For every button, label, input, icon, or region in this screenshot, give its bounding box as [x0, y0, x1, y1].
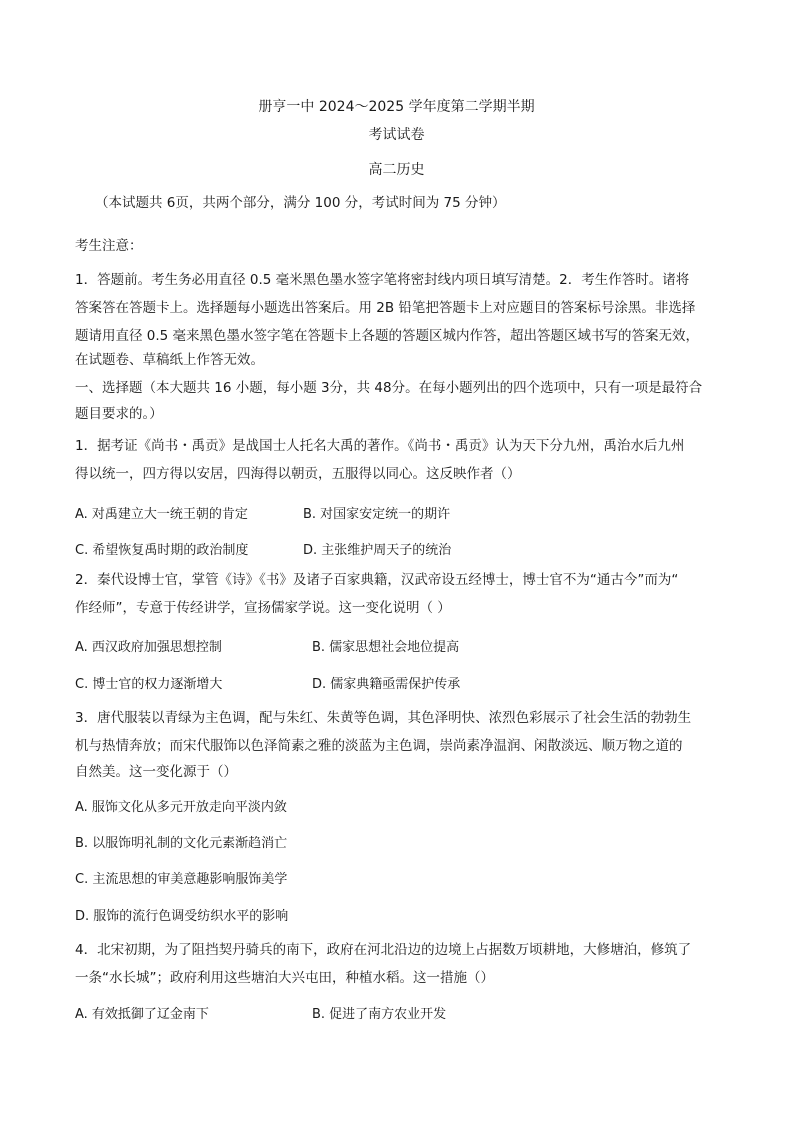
question-4-option-b: B. 促进了南方农业开发 [312, 1007, 447, 1022]
question-3-stem: 机与热情奔放；而宋代服饰以色泽简素之雅的淡蓝为主色调，崇尚素净温润、闲散淡远、顺万物之道的 [75, 738, 683, 754]
notice-line: 在试题卷、草稿纸上作答无效。 [75, 352, 264, 368]
question-2-option-a: A. 西汉政府加强思想控制 [75, 640, 222, 655]
question-3-option-b: B. 以服饰明礼制的文化元素渐趋消亡 [75, 836, 288, 851]
question-1-option-c: C. 希望恢复禹时期的政治制度 [75, 543, 249, 558]
question-2-option-d: D. 儒家典籍亟需保护传承 [312, 677, 461, 692]
question-3-option-a: A. 服饰文化从多元开放走向平淡内敛 [75, 800, 287, 815]
subject-title: 高二历史 [368, 162, 425, 178]
section-heading-cont: 题目要求的。） [75, 406, 163, 422]
question-3-option-c: C. 主流思想的审美意趣影响服饰美学 [75, 872, 288, 887]
section-heading: 一、选择题（本大题共 16 小题，每小题 3分，共 48分。在每小题列出的四个选项中，只有一项是最符合 [75, 380, 703, 396]
question-1-option-d: D. 主张维护周天子的统治 [303, 543, 452, 558]
notice-line: 题请用直径 0.5 毫来黑色墨水签字笔在答题卡上各题的答题区城内作答，超出答题区域书写的答案无效， [75, 328, 700, 344]
question-2-stem: 作经师”，专意于传经讲学，宣扬儒家学说。这一变化说明（ ） [75, 600, 451, 616]
question-4-stem: 4．北宋初期，为了阻挡契丹骑兵的南下，政府在河北沿边的边境上占据数万顷耕地，大修塘泊，修筑了 [75, 942, 692, 958]
question-1-stem: 得以统一，四方得以安居，四海得以朝贡，五服得以同心。这反映作者（） [75, 466, 521, 482]
exam-title-sub: 考试试卷 [368, 127, 425, 143]
notice-heading: 考生注意： [75, 238, 143, 254]
question-4-stem: 一条“水长城”；政府利用这些塘泊大兴屯田，种植水稻。这一措施（） [75, 970, 494, 986]
notice-line: 1．答题前。考生务必用直径 0.5 毫米黑色墨水签字笔将密封线内项日填写清楚。2．考生作答时。诸将 [75, 272, 690, 288]
question-1-option-a: A. 对禹建立大一统王朝的肯定 [75, 507, 248, 522]
question-3-stem: 自然美。这一变化源于（） [75, 764, 237, 780]
question-3-option-d: D. 服饰的流行色调受纺织水平的影响 [75, 909, 289, 924]
question-4-option-a: A. 有效抵御了辽金南下 [75, 1007, 209, 1022]
question-2-stem: 2．秦代设博士官，掌管《诗》《书》及诸子百家典籍，汉武帝设五经博士，博士官不为“通古今”而为“ [75, 572, 679, 588]
exam-title: 册亨一中 2024～2025 学年度第二学期半期 [258, 99, 535, 115]
question-2-option-c: C. 博士官的权力逐渐增大 [75, 677, 223, 692]
question-1-option-b: B. 对国家安定统一的期许 [303, 507, 451, 522]
question-3-stem: 3．唐代服装以青绿为主色调，配与朱红、朱黄等色调，其色泽明快、浓烈色彩展示了社会生活的勃勃生 [75, 710, 692, 726]
notice-line: 答案答在答题卡上。选择题每小题选出答案后。用 2B 铅笔把答题卡上对应题目的答案标号涂黑。非选择 [75, 300, 696, 316]
question-1-stem: 1．据考证《尚书・禹贡》是战国士人托名大禹的著作。《尚书・禹贡》认为天下分九州，禹治水后九州 [75, 438, 685, 454]
exam-info: （本试题共 6页，共两个部分，满分 100 分，考试时间为 75 分钟） [95, 195, 506, 211]
question-2-option-b: B. 儒家思想社会地位提高 [312, 640, 460, 655]
